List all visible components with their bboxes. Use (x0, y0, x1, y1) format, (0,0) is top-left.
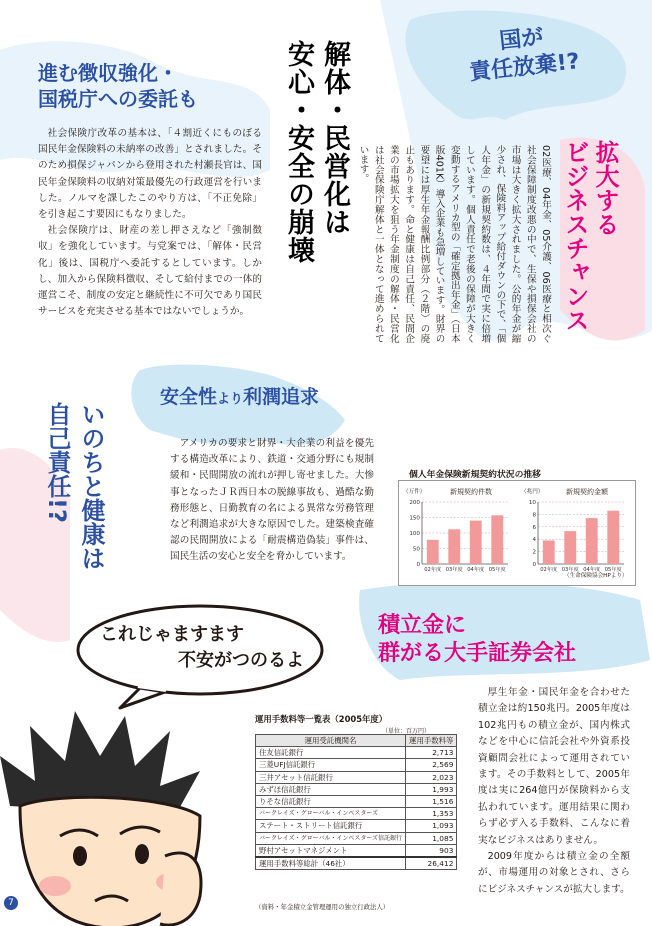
chart-svg (398, 480, 634, 584)
fee-table-row (256, 783, 457, 795)
chart2-bar (543, 540, 555, 564)
fee-total-value: 26,412 (406, 857, 457, 870)
collection-heading-line1: 進む徴収強化・ (38, 61, 178, 85)
fee-row-value: 1,516 (406, 796, 457, 808)
fee-row-name: みずほ信託銀行 (256, 783, 406, 795)
collection-heading (38, 60, 198, 112)
chart1-bar (427, 540, 439, 564)
fee-row-value: 1,993 (406, 783, 457, 795)
fee-row-name: バークレイズ・グローバル・インベスターズ信託銀行 (256, 832, 406, 844)
page-number: 7 (4, 896, 18, 910)
chart2-bar (607, 511, 619, 564)
fee-row-value: 2,569 (406, 759, 457, 771)
chart2-bar (564, 531, 576, 564)
chart1-ytick-label: 150 (409, 515, 420, 522)
business-heading-line1: 拡大する (591, 140, 619, 236)
fee-header-name: 運用受託機関名 (256, 735, 406, 747)
securities-paragraph-2: 2009年度からは積立金の全額が、市場運用の対象とされ、さらにビジネスチャンスが拡大します。 (478, 851, 630, 895)
business-body: 02医療、04年金、05介護、06医療と相次ぐ社会保障制度改悪の中で、生保や損保会社の市場は大きく拡大されました。公的年金が縮少され、保険料アップ給付ダウンの下で、「個人年金」の新規契約数は、４年間で実に倍増しています。個人責任で老後の保障が大きく変動するアメリカ型の「確定拠出年金」（日本版401K）導入企業も急増しています。財界の要望には厚生年金報酬比例部分（２階）の廃止もあります。命と健康は自己責任、民間企業の市場拡大を狙う年金制度の解体・民営化は社会保険庁解体と一体となって進められています。 (357, 145, 551, 343)
fee-row-name: 三菱UFJ信託銀行 (256, 759, 406, 771)
fee-row-name: 三井アセット信託銀行 (256, 771, 406, 783)
securities-heading (378, 612, 576, 668)
chart1-bar (491, 515, 503, 564)
chart2-ytick-label: 8 (532, 512, 536, 519)
chart1-bar (470, 521, 482, 564)
chart1-ytick-label: 200 (409, 500, 420, 506)
life-heading-line1: いのちと健康は (77, 402, 105, 570)
chart1-category-label: 05年度 (488, 567, 506, 573)
center-title (280, 40, 352, 340)
chart2-unit: （兆円） (521, 489, 544, 495)
business-heading-line2: ビジネスチャンス (561, 140, 589, 332)
fee-table-row (256, 747, 457, 759)
collection-heading-line2: 国税庁への委託も (38, 87, 198, 111)
fee-table-row (256, 820, 457, 832)
chart1-unit: （万件） (403, 489, 426, 495)
chart1-category-label: 03年度 (445, 567, 463, 573)
fee-row-name: 野村アセットマネジメント (256, 844, 406, 857)
cartoon-boy-illustration (0, 696, 250, 926)
center-title-line2: 安心・安全の崩壊 (283, 40, 314, 264)
chart-title: 個人年金保険新規契約状況の推移 (406, 467, 544, 480)
life-heading (40, 402, 108, 622)
chart-source: （生命保険協会HPより） (564, 573, 628, 579)
fee-table-source: （資料・年金積立金管理運用の独立行政法人） (255, 903, 390, 911)
fee-table-row (256, 771, 457, 783)
chart2-ytick-label: 4 (532, 537, 536, 544)
fee-row-value: 1,085 (406, 832, 457, 844)
fee-table-total-row (256, 857, 457, 870)
chart2-subtitle: 新規契約金額 (566, 488, 608, 496)
fee-table-unit: （単位：百万円） (382, 728, 431, 735)
safety-heading-a: 安全性 (160, 386, 218, 408)
chart1-ytick-label: 100 (409, 531, 420, 537)
securities-heading-line2: 群がる大手証券会社 (378, 641, 577, 666)
chart2-ytick-label: 6 (532, 524, 536, 531)
fee-table-row (256, 759, 457, 771)
fee-row-name: りそな信託銀行 (256, 796, 406, 808)
collection-body (38, 126, 262, 320)
fee-table-row (256, 796, 457, 808)
safety-heading (160, 382, 319, 409)
chart2-category-label: 02年度 (540, 567, 558, 573)
chart2-category-label: 03年度 (561, 567, 579, 573)
collection-paragraph-1: 社会保険庁改革の基本は、「４割近くにものぼる国民年金保険料の未納率の改善」とされました。そのため損保ジャパンから登用された村瀬長官は、国民年金保険料の収納対策最優先の行政運営を行いました。ノルマを課したこのやり方は、「不正免除」を引き起こす要因にもなりました。 (38, 128, 262, 221)
speech-line1: これじゃますます (100, 624, 244, 645)
chart1-ytick-label: 0 (416, 562, 420, 568)
country-bubble-line1: 国が (498, 24, 545, 55)
safety-body: アメリカの要求と財界・大企業の利益を優先する構造改革により、鉄道・交通分野にも規制緩和・民間開放の流れが押し寄せました。大惨事となったＪＲ西日本の脱線事故も、過酷な勤務形態と、日勤教育の名による異常な労務管理など利潤追求が大きな原因でした。建築検査確認の民間開放による「耐震構造偽装」事件は、国民生活の安心と安全を脅かしています。 (170, 438, 374, 563)
life-heading-line2: 自己責任!? (43, 402, 71, 523)
fee-row-value: 1,093 (406, 820, 457, 832)
chart1-category-label: 04年度 (467, 567, 485, 573)
fee-table-header-row (256, 735, 457, 747)
chart2-ytick-label: 0 (532, 562, 536, 568)
chart1-bar (448, 529, 460, 564)
chart1-ytick-label: 50 (412, 546, 420, 553)
business-heading (560, 140, 620, 340)
securities-body (478, 685, 630, 898)
fee-table-row (256, 808, 457, 820)
fee-table (255, 734, 457, 870)
chart1-category-label: 02年度 (424, 567, 442, 573)
securities-paragraph-1: 厚生年金・国民年金を合わせた積立金は約150兆円。2005年度は102兆円もの積立金が、国内株式などを中心に信託会社や外資系投資顧問会社によって運用されています。その手数料として、2005年度は実に264億円が保険料から支払われています。運用結果に関わらず必ず入る手数料、こんなに着実なビジネスはありません。 (478, 687, 630, 846)
chart2-ytick-label: 2 (532, 549, 536, 556)
chart2-category-label: 04年度 (583, 567, 601, 573)
securities-heading-line1: 積立金に (378, 613, 467, 638)
center-title-line1: 解体・民営化は (319, 40, 350, 236)
chart2-bar (586, 518, 598, 564)
fee-total-label: 運用手数料等総計（46社） (256, 857, 406, 870)
speech-bubble-text (92, 622, 312, 674)
safety-heading-b: より (217, 392, 244, 407)
chart1-subtitle: 新規契約件数 (450, 488, 492, 496)
collection-paragraph-2: 社会保険庁は、財産の差し押さえなど「強制徴収」を強化しています。与党案では、「解体・民営化」後は、国税庁へ委託するとしています。しかし、加入から保険料徴収、そして給付までの一体的運営こそ、制度の安定と継続性に不可欠であり国民サービスを充実させる基本ではないでしょうか。 (38, 225, 262, 318)
fee-header-value: 運用手数料等 (406, 735, 457, 747)
fee-row-value: 2,023 (406, 771, 457, 783)
safety-heading-c: 利潤追求 (243, 386, 320, 408)
fee-table-row (256, 832, 457, 844)
fee-table-title: 運用手数料等一覧表（2005年度） (255, 714, 388, 724)
fee-table-wrap (255, 734, 457, 870)
fee-row-value: 903 (406, 844, 457, 857)
fee-row-name: 住友信託銀行 (256, 747, 406, 759)
fee-row-name: ステート・ストリート信託銀行 (256, 820, 406, 832)
speech-line2: 不安がつのるよ (178, 650, 304, 671)
chart2-ytick-label: 10 (528, 500, 536, 506)
country-bubble-line2: 責任放棄!? (468, 49, 581, 86)
fee-row-name: バークレイズ・グローバル・インベスターズ (256, 808, 406, 820)
fee-table-row (256, 844, 457, 857)
fee-row-value: 2,713 (406, 747, 457, 759)
fee-row-value: 1,353 (406, 808, 457, 820)
chart2-category-label: 05年度 (604, 567, 622, 573)
